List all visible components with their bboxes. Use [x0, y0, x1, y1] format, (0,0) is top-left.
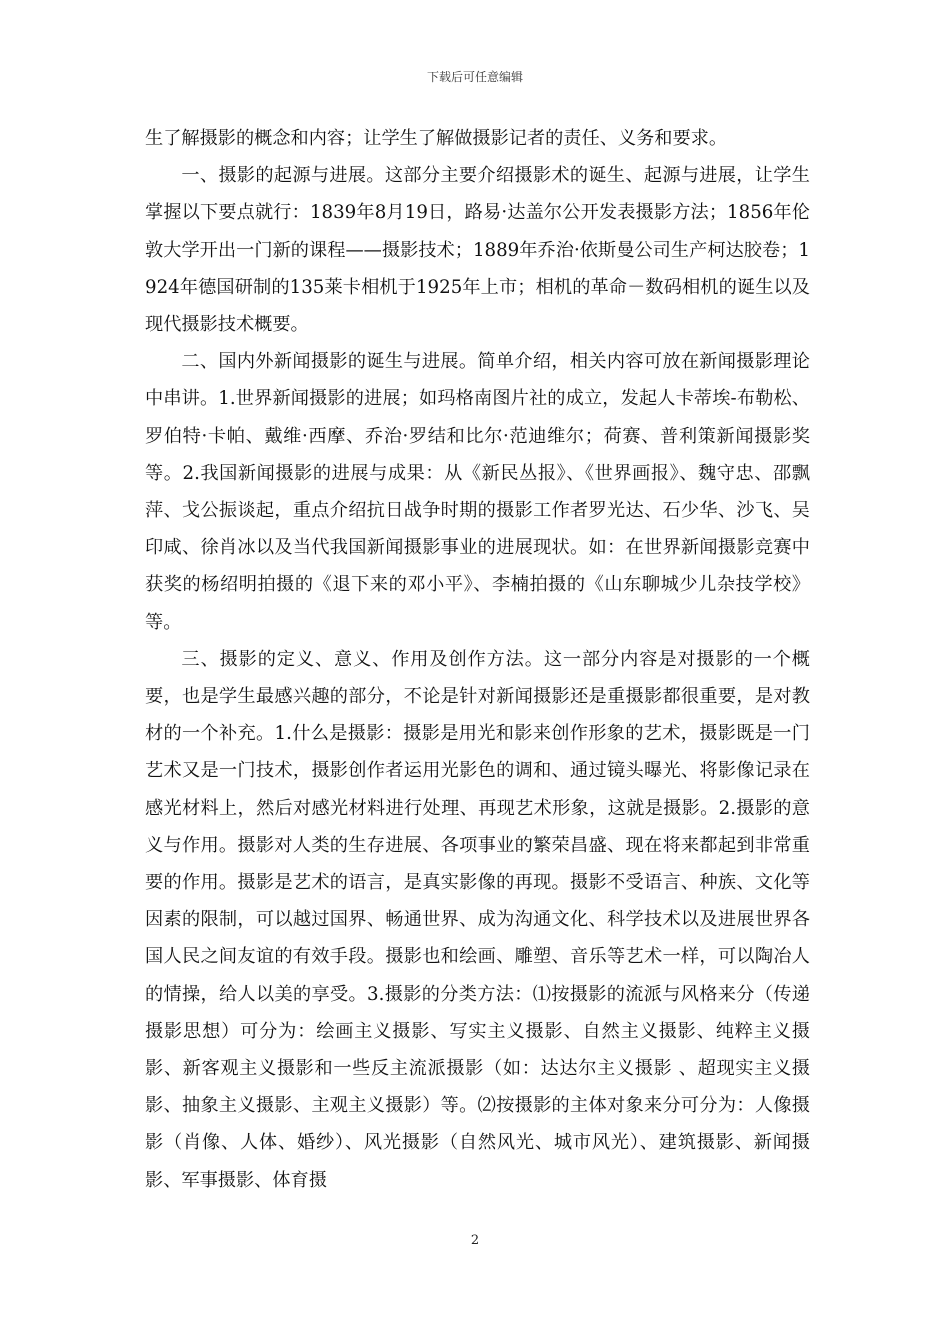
paragraph-origin-development: 一、摄影的起源与进展。这部分主要介绍摄影术的诞生、起源与进展，让学生掌握以下要点就行：1839年8月19日，路易·达盖尔公开发表摄影方法；1856年伦敦大学开出一门新的课程——摄影技术；1889年乔治·依斯曼公司生产柯达胶卷；1924年德国研制的135莱卡相机于1925年上市；相机的革命－数码相机的诞生以及现代摄影技术概要。	[145, 165, 810, 336]
document-body	[145, 120, 810, 1199]
page-header: 下载后可任意编辑	[426, 70, 523, 84]
paragraph-continuation: 生了解摄影的概念和内容；让学生了解做摄影记者的责任、义务和要求。	[145, 128, 728, 149]
paragraph-definition-methods: 三、摄影的定义、意义、作用及创作方法。这一部分内容是对摄影的一个概要，也是学生最感兴趣的部分，不论是针对新闻摄影还是重摄影都很重要，是对教材的一个补充。1.什么是摄影：摄影是用光和影来创作形象的艺术，摄影既是一门艺术又是一门技术，摄影创作者运用光影色的调和、通过镜头曝光、将影像记录在感光材料上，然后对感光材料进行处理、再现艺术形象，这就是摄影。2.摄影的意义与作用。摄影对人类的生存进展、各项事业的繁荣昌盛、现在将来都起到非常重要的作用。摄影是艺术的语言，是真实影像的再现。摄影不受语言、种族、文化等因素的限制，可以越过国界、畅通世界、成为沟通文化、科学技术以及进展世界各国人民之间友谊的有效手段。摄影也和绘画、雕塑、音乐等艺术一样，可以陶冶人的情操，给人以美的享受。3.摄影的分类方法：⑴按摄影的流派与风格来分（传递摄影思想）可分为：绘画主义摄影、写实主义摄影、自然主义摄影、纯粹主义摄影、新客观主义摄影和一些反主流派摄影（如：达达尔主义摄影 、超现实主义摄影、抽象主义摄影、主观主义摄影）等。⑵按摄影的主体对象来分可分为：人像摄影（肖像、人体、婚纱）、风光摄影（自然风光、城市风光）、建筑摄影、新闻摄影、军事摄影、体育摄	[145, 648, 810, 1191]
page-number: 2	[470, 1233, 480, 1248]
paragraph-news-photography: 二、国内外新闻摄影的诞生与进展。简单介绍，相关内容可放在新闻摄影理论中串讲。1.世界新闻摄影的进展；如玛格南图片社的成立，发起人卡蒂埃-布勒松、罗伯特·卡帕、戴维·西摩、乔治·罗结和比尔·范迪维尔；荷赛、普利策新闻摄影奖等。2.我国新闻摄影的进展与成果：从《新民丛报》、《世界画报》、魏守忠、邵飘萍、戈公振谈起，重点介绍抗日战争时期的摄影工作者罗光达、石少华、沙飞、吴印咸、徐肖冰以及当代我国新闻摄影事业的进展现状。如：在世界新闻摄影竞赛中获奖的杨绍明拍摄的《退下来的邓小平》、李楠拍摄的《山东聊城少儿杂技学校》等。	[145, 351, 810, 633]
